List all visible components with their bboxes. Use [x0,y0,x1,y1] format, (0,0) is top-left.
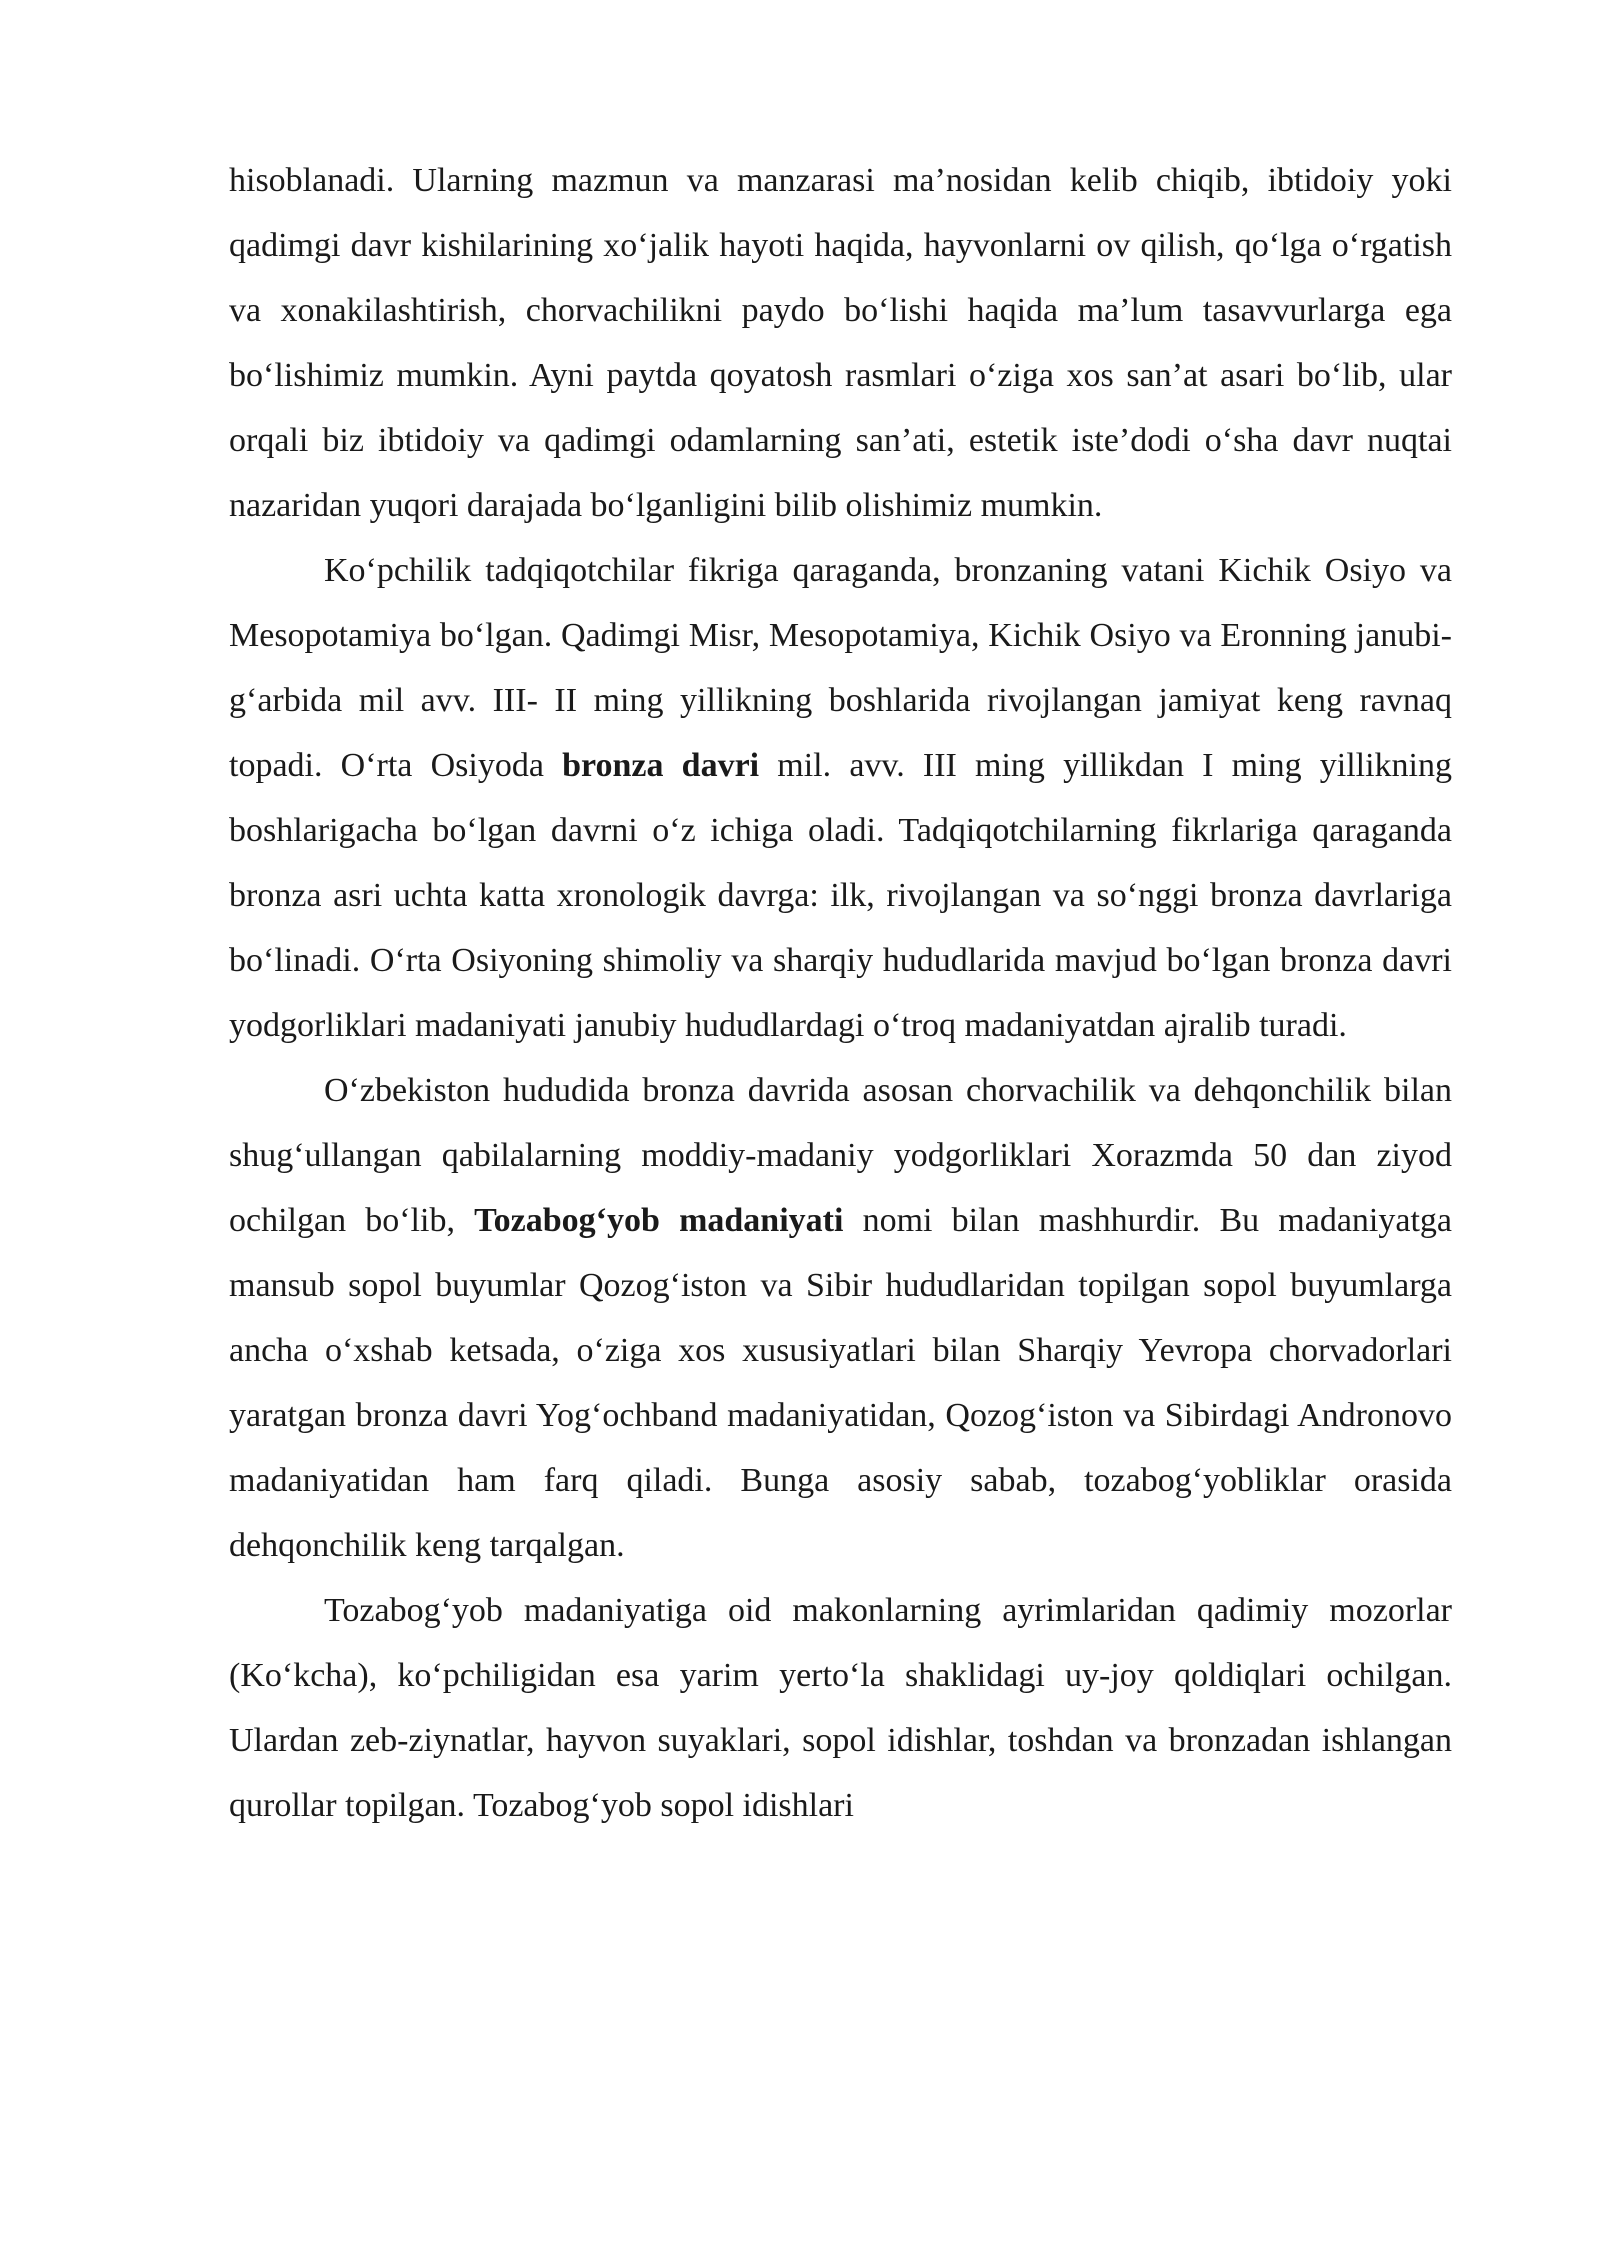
document-body [229,148,1452,1838]
paragraph-4-text: Tozabog‘yob madaniyatiga oid makonlarning ayrimlaridan qadimiy mozorlar (Ko‘kcha), ko‘pchiligidan esa yarim yerto‘la shaklidagi uy-joy qoldiqlari ochilgan. Ulardan zeb-ziynatlar, hayvon suyaklari, sopol idishlar, toshdan va bronzadan ishlangan qurollar topilgan. Tozabog‘yob sopol idishlari [229,1592,1452,1824]
paragraph-2-text-end: mil. avv. III ming yillikdan I ming yillikning boshlarigacha bo‘lgan davrni o‘z ichiga oladi. Tadqiqotchilarning fikrlariga qaraganda bronza asri uchta katta xronologik davrga: ilk, rivojlangan va so‘nggi bronza davrlariga bo‘linadi. O‘rta Osiyoning shimoliy va sharqiy hududlarida mavjud bo‘lgan bronza davri yodgorliklari madaniyati janubiy hududlardagi o‘troq madaniyatdan ajralib turadi. [229,747,1452,1044]
paragraph-2-text-start: Ko‘pchilik tadqiqotchilar fikriga qaraganda, bronzaning vatani Kichik Osiyo va Mesopotamiya bo‘lgan. Qadimgi Misr, Mesopotamiya, Kichik Osiyo va Eronning janubi-g‘arbida mil avv. III- II ming yillikning boshlarida rivojlangan jamiyat keng ravnaq topadi. O‘rta Osiyoda [229,552,1452,784]
paragraph-4 [229,1578,1452,1838]
paragraph-3-bold-term: Tozabog‘yob madaniyati [474,1202,844,1239]
paragraph-2-bold-term: bronza davri [562,747,760,784]
paragraph-2 [229,538,1452,1058]
paragraph-1-text: hisoblanadi. Ularning mazmun va manzarasi ma’nosidan kelib chiqib, ibtidoiy yoki qadimgi davr kishilarining xo‘jalik hayoti haqida, hayvonlarni ov qilish, qo‘lga o‘rgatish va xonakilashtirish, chorvachilikni paydo bo‘lishi haqida ma’lum tasavvurlarga ega bo‘lishimiz mumkin. Ayni paytda qoyatosh rasmlari o‘ziga xos san’at asari bo‘lib, ular orqali biz ibtidoiy va qadimgi odamlarning san’ati, estetik iste’dodi o‘sha davr nuqtai nazaridan yuqori darajada bo‘lganligini bilib olishimiz mumkin. [229,162,1452,524]
paragraph-3 [229,1058,1452,1578]
paragraph-3-text-end: nomi bilan mashhurdir. Bu madaniyatga mansub sopol buyumlar Qozog‘iston va Sibir hududlaridan topilgan sopol buyumlarga ancha o‘xshab ketsada, o‘ziga xos xususiyatlari bilan Sharqiy Yevropa chorvadorlari yaratgan bronza davri Yog‘ochband madaniyatidan, Qozog‘iston va Sibirdagi Andronovo madaniyatidan ham farq qiladi. Bunga asosiy sabab, tozabog‘yobliklar orasida dehqonchilik keng tarqalgan. [229,1202,1452,1564]
paragraph-3-text-start: O‘zbekiston hududida bronza davrida asosan chorvachilik va dehqonchilik bilan shug‘ullangan qabilalarning moddiy-madaniy yodgorliklari Xorazmda 50 dan ziyod ochilgan bo‘lib, [229,1072,1452,1239]
paragraph-1 [229,148,1452,538]
